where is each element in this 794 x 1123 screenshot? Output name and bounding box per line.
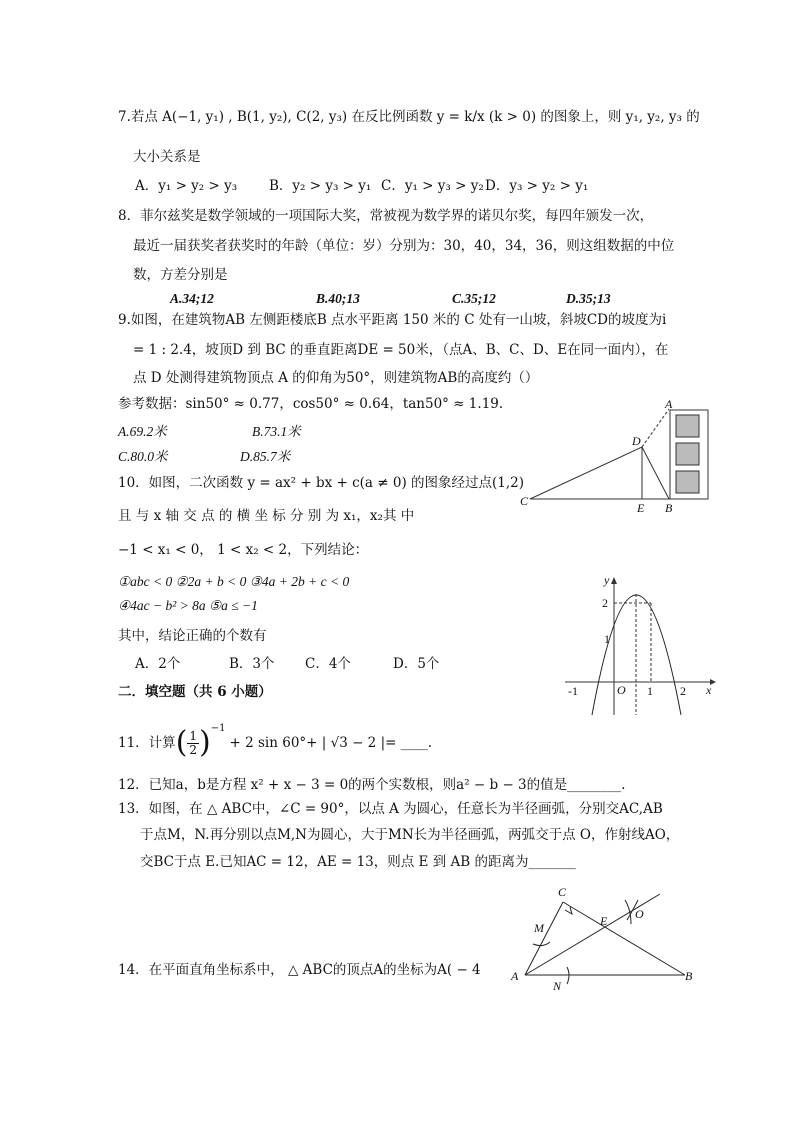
q10-conclusions-2: ④4ac − b² > 8a ⑤a ≤ −1 (118, 598, 258, 613)
q8-option-b: B.40;13 (316, 291, 360, 306)
q8-option-a: A.34;12 (170, 291, 214, 306)
label-x: x (706, 683, 712, 697)
q7-option-b: B．y₂ > y₃ > y₁ (269, 178, 372, 194)
q9-building-figure (515, 395, 715, 515)
label-y: y (604, 573, 610, 587)
q8-stem-line1: 8．菲尔兹奖是数学领域的一项国际大奖，常被视为数学界的诺贝尔奖，每四年颁发一次， (118, 208, 654, 224)
label-m: M (534, 921, 544, 935)
q10-parabola-graph (560, 570, 720, 720)
label-y-1: 1 (604, 632, 610, 646)
label-y-2: 2 (602, 596, 608, 610)
q11-rest: + 2 sin 60°+ | √3 − 2 |= ____. (229, 735, 433, 751)
label-e: E (637, 501, 645, 515)
q11-exponent: −1 (210, 723, 226, 734)
right-angle-mark (565, 907, 572, 914)
q13-triangle-figure (505, 880, 705, 995)
sight-line-da (642, 409, 669, 447)
q8-stem-line2: 最近一届获奖者获奖时的年龄（单位：岁）分别为：30，40，34，36，则这组数据的中位 (133, 238, 675, 254)
q11-numerator: 1 (189, 728, 198, 743)
q9-stem-line2: = 1 : 2.4，坡顶D 到 BC 的垂直距离DE = 50米，（点A、B、C、D、E在同一面内），在 (133, 342, 669, 358)
q7-stem-line2: 大小关系是 (133, 149, 201, 165)
q10-option-d: D．5个 (393, 656, 440, 672)
q10-option-a: A．2个 (135, 656, 181, 672)
label-a: A (665, 397, 673, 411)
q9-stem-line1: 9.如图，在建筑物AB 左侧距楼底B 点水平距离 150 米的 C 处有一山坡，斜坡CD的坡度为i (118, 312, 667, 328)
label-n: N (553, 979, 562, 993)
label-origin: O (617, 683, 626, 697)
label-c: C (558, 885, 567, 899)
q10-conclusions-1: ①abc < 0 ②2a + b < 0 ③4a + 2b + c < 0 (118, 574, 350, 589)
label-a: A (511, 969, 519, 983)
building-window (676, 415, 699, 437)
q9-reference-data: 参考数据：sin50° ≈ 0.77，cos50° ≈ 0.64，tan50° ≈ 1.19. (118, 396, 504, 412)
q8-option-d: D.35;13 (566, 291, 611, 306)
label-b: B (685, 969, 693, 983)
q11-prefix: 11．计算 (118, 735, 176, 751)
y-axis-arrow-icon (611, 577, 617, 584)
q9-option-a: A.69.2米 (118, 424, 167, 439)
q13-stem-line1: 13．如图，在 △ ABC中，∠C = 90°，以点 A 为圆心，任意长为半径画弧，分别交AC,AB (118, 801, 663, 817)
label-x-1: 1 (647, 684, 653, 698)
q7-stem-line1: 7.若点 A(−1, y₁) , B(1, y₂), C(2, y₃) 在反比例函数 y = k/x (k > 0) 的图象上，则 y₁, y₂, y₃ 的 (118, 109, 700, 125)
q11: 11．计算 ( $\frac{1}{2}$ ) −1 + 2 sin 60°+ | √3 − 2 |= ____. (118, 728, 432, 758)
q9-option-d: D.85.7米 (240, 449, 291, 464)
line-db (642, 447, 669, 499)
q10-stem-line3: −1 < x₁ < 0， 1 < x₂ < 2，下列结论： (118, 542, 369, 558)
label-x-neg1: -1 (568, 684, 578, 698)
label-c: C (520, 494, 529, 508)
section-fill-in-blank-heading: 二．填空题（共 6 小题） (118, 684, 272, 700)
label-o: O (635, 907, 644, 921)
label-b: B (665, 501, 673, 515)
slope-cd (530, 447, 642, 499)
q9-stem-line3: 点 D 处测得建筑物顶点 A 的仰角为50°，则建筑物AB的高度约（） (133, 370, 539, 386)
q8-options (170, 290, 611, 308)
q8-option-c: C.35;12 (452, 291, 496, 306)
q11-denominator: 2 (189, 742, 198, 757)
q10-stem-line2: 且 与 x 轴 交 点 的 横 坐 标 分 别 为 x₁，x₂其 中 (118, 508, 415, 524)
q7-option-a: A．y₁ > y₂ > y₃ (135, 178, 238, 194)
arc-o-1 (625, 900, 631, 924)
label-d: D (632, 434, 641, 448)
q7-option-d: D．y₃ > y₂ > y₁ (485, 178, 589, 194)
q13-stem-line3: 交BC于点 E.已知AC = 12，AE = 13，则点 E 到 AB 的距离为_______ (140, 854, 576, 870)
building-window (676, 471, 699, 493)
label-e: E (600, 914, 608, 928)
q9-option-c: C.80.0米 (118, 449, 168, 464)
q12-text: 12．已知a，b是方程 x² + x − 3 = 0的两个实数根，则a² − b − 3的值是________. (118, 777, 626, 793)
q10-stem-line1: 10．如图，二次函数 y = ax² + bx + c(a ≠ 0) 的图象经过点(1,2) (118, 475, 525, 491)
q10-option-b: B．3个 (229, 656, 275, 672)
side-cb (563, 902, 685, 975)
q10-option-c: C．4个 (305, 656, 351, 672)
building-window (676, 443, 699, 465)
q8-stem-line3: 数，方差分别是 (133, 267, 228, 283)
q14-text: 14．在平面直角坐标系中， △ ABC的顶点A的坐标为A( − 4 (118, 962, 481, 978)
q7-option-c: C．y₁ > y₃ > y₂ (381, 178, 484, 194)
label-x-2: 2 (680, 684, 686, 698)
q13-stem-line2: 于点M，N.再分别以点M,N为圆心，大于MN长为半径画弧，两弧交于点 O，作射线AO， (140, 827, 680, 843)
q9-option-b: B.73.1米 (252, 424, 301, 439)
q10-question: 其中，结论正确的个数有 (118, 628, 267, 644)
q7-options (135, 177, 655, 195)
